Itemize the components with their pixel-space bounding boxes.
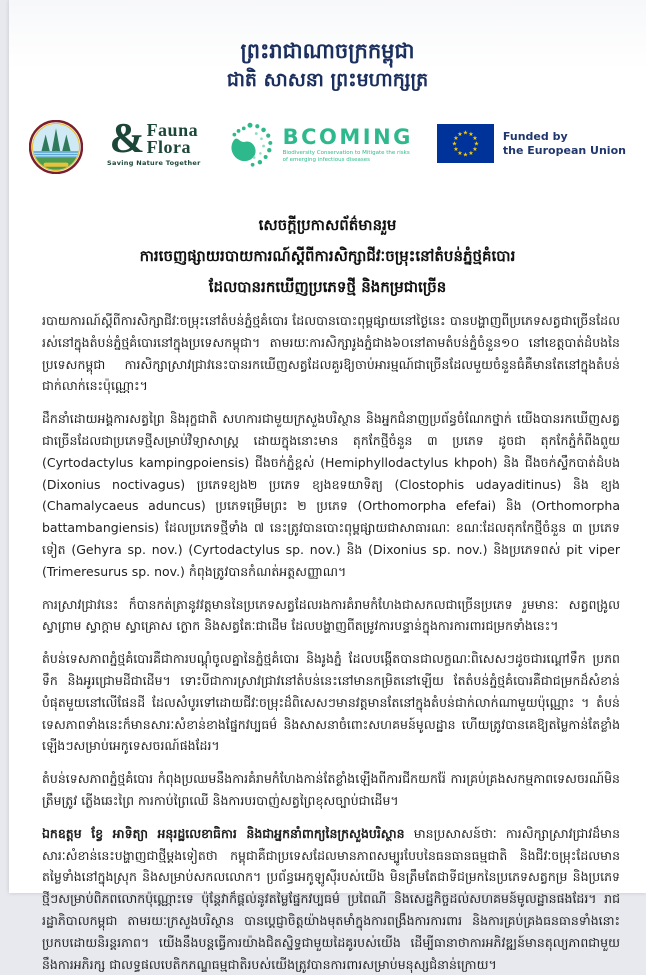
svg-text:★: ★ bbox=[462, 151, 469, 159]
body-paragraph-1: របាយការណ៍ស្ដីពីការសិក្សាជីវៈចម្រុះនៅតំបន់ភ្នំថ្មគំបោរ ដែលបានបោះពុម្ពផ្សាយនៅថ្ងៃនេះ បានបង្ហាញពីប្រភេទសត្វជាច្រើនដែលរស់នៅក្នុងតំបន់ភ្នំថ្មគំបោរនៅក្នុងប្រទេសកម្ពុជា។ តាមរយៈការសិក្សារូងភ្នំជាង៦០នៅតាមតំបន់ភ្នំចំនួន១០ នៅខេត្តបាត់ដំបងនៃប្រទេសកម្ពុជា ការសិក្សាស្រាវជ្រាវនេះបានរកឃើញសត្វដែលគួរឱ្យចាប់អារម្មណ៍ជាច្រើនដែលមួយចំនួនធំគឺមានតែនៅក្នុងតំបន់ជាក់លាក់នេះប៉ុណ្ណោះ។ bbox=[42, 313, 620, 394]
kingdom-motto: ជាតិ សាសនា ព្រះមហាក្សត្រ bbox=[226, 69, 429, 91]
quote-body-text: មានប្រសាសន៍ថាៈ ការសិក្សាស្រាវជ្រាវដ៏មានសារៈសំខាន់នេះបង្ហាញជាថ្មីម្ដងទៀតថា កម្ពុជាគឺជាប្រទេសដែលមានភាពសម្បូរបែបនៃធនធានធម្មជាតិ និងជីវៈចម្រុះដែលមានតម្លៃទាំងនៅក្នុងស្រុក និងសម្រាប់សកលលោក។ ប្រព័ន្ធអេកូឡូស៊ីរបស់យើង មិនត្រឹមតែជាទីជម្រកនៃប្រភេទសត្វកម្រ និងប្រភេទថ្មីៗសម្រាប់ពិភពលោកប៉ុណ្ណោះទេ ប៉ុន្តែវាក៏ផ្ដល់នូវតម្លៃផ្នែកវប្បធម៌ ប្រពៃណី និងសេដ្ឋកិច្ចដល់សហគមន៍មូលដ្ឋានផងដែរ។ រាជរដ្ឋាភិបាលកម្ពុជា តាមរយៈក្រសួងបរិស្ថាន បានប្ដេជ្ញាចិត្តយ៉ាងមុតមាំក្នុងការពង្រឹងការការពារ និងការគ្រប់គ្រងធនធានទាំងនោះប្រកបដោយនិរន្តរភាព។ យើងនឹងបន្តធ្វើការយ៉ាងជិតស្និទ្ធជាមួយដៃគូរបស់យើង ដើម្បីធានាថាការអភិវឌ្ឍន៍មានតុល្យភាពជាមួយនឹងការអភិរក្ស ជាលទ្ធផលបេតិកភណ្ឌធម្មជាតិរបស់យើងត្រូវបានការពារសម្រាប់មនុស្សជំនាន់ក្រោយ។ bbox=[42, 825, 621, 972]
bcoming-wordmark: BCOMING bbox=[282, 125, 413, 149]
kingdom-header bbox=[9, 36, 646, 94]
svg-text:★: ★ bbox=[468, 150, 474, 157]
fauna-flora-word-flora: Flora bbox=[146, 137, 192, 157]
fauna-flora-tagline: Saving Nature Together bbox=[107, 159, 201, 167]
body-paragraph-quote bbox=[42, 823, 620, 975]
svg-text:★: ★ bbox=[457, 131, 463, 138]
svg-text:★: ★ bbox=[468, 131, 474, 138]
document-body bbox=[9, 310, 646, 975]
eu-funding-logo bbox=[437, 124, 626, 163]
svg-text:★: ★ bbox=[457, 150, 463, 157]
fauna-flora-ampersand-icon: & bbox=[109, 116, 145, 162]
bcoming-tagline-line2: of emerging infectious diseases bbox=[282, 157, 370, 163]
eu-funded-by-line2: the European Union bbox=[502, 143, 626, 157]
svg-text:★: ★ bbox=[473, 140, 480, 148]
quote-speaker-bold: ឯកឧត្តម ខ្វែ អាទិត្យា អនុរដ្ឋលេខាធិការ និងជាអ្នកនាំពាក្យនៃក្រសួងបរិស្ថាន bbox=[42, 825, 405, 841]
eu-flag-icon bbox=[437, 124, 494, 163]
body-paragraph-3: ការស្រាវជ្រាវនេះ ក៏បានកត់ត្រានូវវត្តមាននៃប្រភេទសត្វដែលរងការគំរាមកំហែងជាសកលជាច្រើនប្រភេទ រួមមានៈ សត្វពង្រូល ស្វាព្រាម ស្វាក្ដាម ស្វាគ្រោស ក្ងោក និងសត្វតែៈជាដើម ដែលបង្ហាញពីតម្រូវការបន្ទាន់ក្នុងការការពារជម្រកទាំងនេះ។ bbox=[42, 596, 620, 634]
svg-text:★: ★ bbox=[472, 135, 478, 142]
eu-funded-by-line1: Funded by bbox=[502, 129, 568, 143]
svg-text:★: ★ bbox=[462, 129, 469, 137]
body-paragraph-5: តំបន់ទេសភាពភ្នំថ្មគំបោរ កំពុងប្រឈមនឹងការគំរាមកំហែងកាន់តែខ្លាំងឡើងពីការជីកយករ៉ែ ការគ្រប់គ្រងសកម្មភាពទេសចរណ៍មិនត្រឹមត្រូវ ភ្លើងឆេះព្រៃ ការកាប់ព្រៃឈើ និងការបរបាញ់សត្វព្រៃខុសច្បាប់ជាដើម។ bbox=[42, 771, 620, 808]
bcoming-tagline-line1: Biodiversity Conservation to Mitigate the risks bbox=[282, 150, 410, 156]
bcoming-logo bbox=[225, 120, 413, 170]
bcoming-hand-globe-icon bbox=[225, 120, 275, 170]
kingdom-title: ព្រះរាជាណាចក្រកម្ពុជា bbox=[240, 39, 415, 63]
press-release-headings bbox=[9, 210, 646, 303]
body-paragraph-2: ដឹកនាំដោយអង្គការសត្វព្រៃ និងរុក្ខជាតិ សហការជាមួយក្រសួងបរិស្ថាន និងអ្នកជំនាញប្រព័ន្ធចំណែកថ្នាក់ យើងបានរកឃើញសត្វជាច្រើនដែលជាប្រភេទថ្មីសម្រាប់វិទ្យាសាស្ត្រ ដោយក្នុងនោះមាន តុកកែថ្មីចំនួន ៣ ប្រភេទ ដូចជា តុកកែភ្នំកំពីងពួយ (Cyrtodactylus kampingpoiensis) ជីងចក់ភ្នំខ្ពស់ (Hemiphyllodactylus khpoh) និង ជីងចក់ស្ទឹកបាត់ដំបង (Dixonius noctivagus) ប្រភេទខ្យង២ ប្រភេទ ខ្យងឧទយាទិត្យ (Clostophis udayaditinus) និង ខ្យង (Chamalycaeus aduncus) ប្រភេទម្រើមព្រះ ២ ប្រភេទ (Orthomorpha efefai) និង (Orthomorpha battambangiensis) ដែលប្រភេទថ្មីទាំង ៧ នេះត្រូវបានបោះពុម្ពផ្សាយជាសាធារណៈ ខណៈដែលតុកកែថ្មីចំនួន ៣ ប្រភេទទៀត (Gehyra sp. nov.) (Cyrtodactylus sp. nov.) និង (Dixonius sp. nov.) និងប្រភេទពស់ pit viper (Trimeresurus sp. nov.) កំពុងត្រូវបានកំណត់អត្តសញ្ញាណ។ bbox=[42, 411, 620, 579]
svg-text:★: ★ bbox=[453, 146, 459, 153]
heading-report-title-line2: ដែលបានរកឃើញប្រភេទថ្មី និងកម្រជាច្រើន bbox=[208, 278, 447, 296]
fauna-flora-logo bbox=[107, 116, 201, 167]
heading-joint-press-release: សេចក្ដីប្រកាសព័ត៌មានរួម bbox=[258, 216, 397, 234]
ministry-environment-logo-icon bbox=[29, 120, 83, 174]
body-paragraph-4: តំបន់ទេសភាពភ្នំថ្មគំបោរគឺជាការបណ្ដុំចូលគ្នានៃភ្នំថ្មគំបោរ និងរូងភ្នំ ដែលបង្កើតបានជាលក្ខណៈពិសេសៗដូចជារណ្ដៅទឹក ប្រភពទឹក និងអូរជ្រោមដីជាដើម។ ទោះបីជាការស្រាវជ្រាវនៅតំបន់នេះនៅមានកម្រិតនៅឡើយ តែតំបន់ភ្នំថ្មគំបោរគឺជាជម្រកដ៏សំខាន់បំផុតមួយនៅលើផែនដី ដែលសំបូរទៅដោយជីវៈចម្រុះដ៏ពិសេសៗមានវត្តមានតែនៅក្នុងតំបន់ជាក់លាក់ណាមួយប៉ុណ្ណោះ ។ តំបន់ទេសភាពទាំងនេះក៏មានសារៈសំខាន់ខាងផ្នែកវប្បធម៌ និងសាសនាចំពោះសហគមន៍មូលដ្ឋាន ហើយត្រូវបានគេឱ្យតម្លៃកាន់តែខ្លាំងឡើងៗសម្រាប់អេកូទេសចរណ៍ផងដែរ។ bbox=[42, 651, 620, 754]
heading-report-title-line1: ការចេញផ្សាយរបាយការណ៍ស្ដីពីការសិក្សាជីវៈចម្រុះនៅតំបន់ភ្នំថ្មគំបោរ bbox=[139, 247, 516, 265]
logo-row bbox=[9, 118, 646, 190]
fauna-flora-word-fauna: Fauna bbox=[146, 120, 199, 140]
svg-text:★: ★ bbox=[453, 135, 459, 142]
svg-text:★: ★ bbox=[451, 140, 458, 148]
svg-text:★: ★ bbox=[472, 146, 478, 153]
document-page bbox=[9, 0, 646, 972]
